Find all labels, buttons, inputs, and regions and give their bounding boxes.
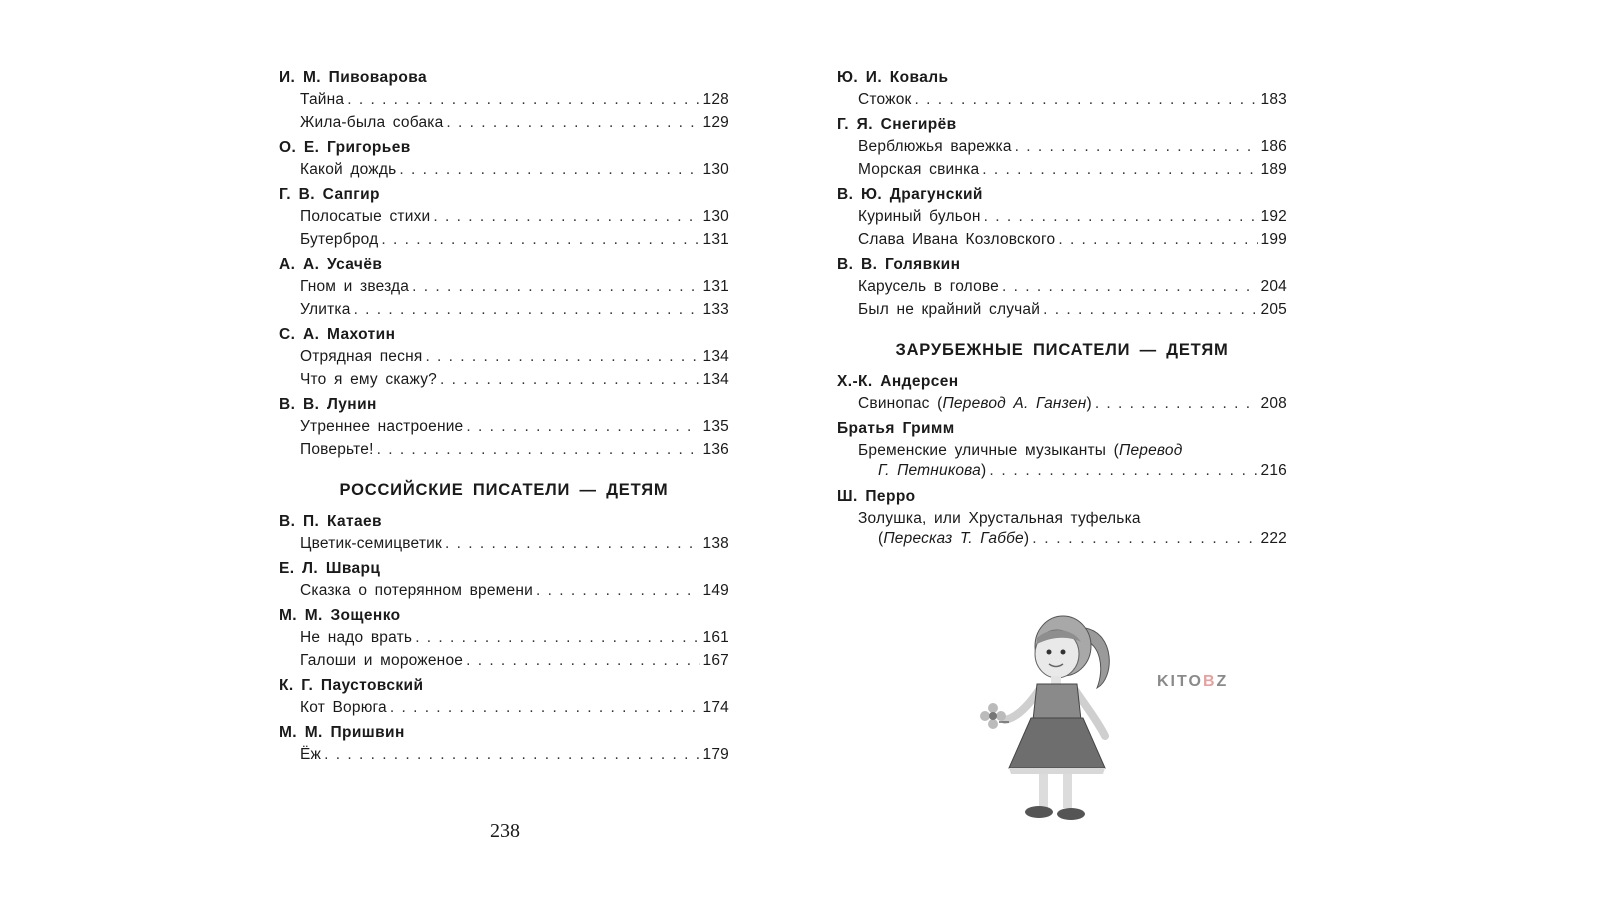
entry-title: Полосатые стихи [300,208,431,225]
entry-title: Куриный бульон [858,208,981,225]
author-name: В. Ю. Драгунский [837,186,983,203]
girl-illustration [965,608,1130,830]
dot-leader [915,88,1258,111]
dot-leader [466,649,699,672]
dot-leader [446,111,699,134]
toc-entry[interactable] [279,532,729,555]
entry-page: 161 [702,629,729,646]
dot-leader [982,158,1257,181]
dot-leader [381,228,699,251]
toc-entry[interactable] [837,158,1287,181]
toc-entry[interactable] [837,441,1287,481]
entry-title: Стожок [858,91,912,108]
entry-title: Ёж [300,746,322,763]
entry-page: 135 [702,418,729,435]
entry-title-line1: Бременские уличные музыканты (Перевод [858,442,1183,459]
dot-leader [1015,135,1258,158]
toc-entry[interactable] [837,205,1287,228]
entry-title: Отрядная песня [300,348,423,365]
entry-title: Слава Ивана Козловского [858,231,1056,248]
entry-page: 138 [702,535,729,552]
toc-left-column [279,64,729,766]
author-name: Е. Л. Шварц [279,560,381,577]
entry-page: 131 [702,231,729,248]
entry-page: 216 [1260,462,1287,479]
dot-leader [354,298,700,321]
page-number: 238 [490,820,520,842]
toc-entry[interactable] [279,111,729,134]
toc-entry[interactable] [837,392,1287,415]
entry-title: Что я ему скажу? [300,371,437,388]
entry-title: Жила-была собака [300,114,444,131]
author-name: Г. В. Сапгир [279,186,380,203]
toc-entry[interactable] [279,743,729,766]
entry-title: Улитка [300,301,351,318]
entry-title: Цветик-семицветик [300,535,442,552]
author-name: М. М. Зощенко [279,607,401,624]
entry-title: Поверьте! [300,441,374,458]
entry-title: Карусель в голове [858,278,1000,295]
entry-page: 134 [702,371,729,388]
entry-title: Гном и звезда [300,278,410,295]
entry-page: 131 [702,278,729,295]
dot-leader [377,438,700,461]
toc-entry[interactable] [279,579,729,602]
entry-title: Морская свинка [858,161,980,178]
toc-entry[interactable] [837,135,1287,158]
entry-page: 130 [702,161,729,178]
author-name: В. В. Лунин [279,396,377,413]
entry-title: Какой дождь [300,161,397,178]
dot-leader [1002,275,1258,298]
watermark-logo: KITOBZ [1157,673,1229,690]
entry-title: Галоши и мороженое [300,652,464,669]
author-name: Г. Я. Снегирёв [837,116,957,133]
section-heading-foreign: ЗАРУБЕЖНЫЕ ПИСАТЕЛИ — ДЕТЯМ [895,341,1229,359]
dot-leader [399,158,699,181]
toc-entry[interactable] [279,205,729,228]
author-name: В. В. Голявкин [837,256,961,273]
author-name: К. Г. Паустовский [279,677,424,694]
entry-title: Верблюжья варежка [858,138,1012,155]
dot-leader [466,415,699,438]
entry-page: 129 [702,114,729,131]
dot-leader [984,205,1258,228]
entry-title-line2: (Пересказ Т. Габбе) . . . 222 [858,529,1287,549]
entry-page: 149 [702,582,729,599]
toc-entry[interactable] [279,438,729,461]
author-name: А. А. Усачёв [279,256,383,273]
toc-right-column [837,64,1287,553]
entry-page: 204 [1260,278,1287,295]
dot-leader [536,579,700,602]
entry-title: Тайна [300,91,345,108]
entry-page: 134 [702,348,729,365]
toc-entry[interactable] [279,88,729,111]
dot-leader [1043,298,1257,321]
toc-entry[interactable] [837,509,1287,549]
author-name: Ю. И. Коваль [837,69,949,86]
dot-leader [440,368,700,391]
entry-page: 183 [1260,91,1287,108]
author-name: В. П. Катаев [279,513,382,530]
dot-leader [445,532,700,555]
dot-leader [1095,392,1258,415]
entry-page: 199 [1260,231,1287,248]
author-name: И. М. Пивоварова [279,69,427,86]
dot-leader [989,461,1257,481]
entry-page: 130 [702,208,729,225]
author-name: Братья Гримм [837,420,955,437]
author-name: Ш. Перро [837,488,916,505]
toc-entry[interactable] [837,88,1287,111]
dot-leader [347,88,699,111]
toc-entry[interactable] [279,345,729,368]
entry-title-line1: Золушка, или Хрустальная туфелька [858,510,1141,527]
entry-page: 222 [1260,530,1287,547]
entry-title: Утреннее настроение [300,418,464,435]
entry-title-line2: Г. Петникова) . . . 216 [858,461,1287,481]
toc-entry[interactable] [837,275,1287,298]
entry-title: Свинопас (Перевод А. Ганзен) [858,395,1092,412]
toc-entry[interactable] [279,415,729,438]
section-heading-russian: РОССИЙСКИЕ ПИСАТЕЛИ — ДЕТЯМ [339,481,669,499]
toc-entry[interactable] [837,298,1287,321]
author-name: С. А. Махотин [279,326,396,343]
entry-page: 179 [702,746,729,763]
dot-leader [1032,529,1257,549]
toc-entry[interactable] [279,298,729,321]
entry-title: Сказка о потерянном времени [300,582,533,599]
toc-entry[interactable] [279,368,729,391]
entry-title: Был не крайний случай [858,301,1041,318]
entry-page: 136 [702,441,729,458]
entry-page: 189 [1260,161,1287,178]
dot-leader [433,205,699,228]
toc-entry[interactable] [279,696,729,719]
entry-page: 133 [702,301,729,318]
toc-entry[interactable] [279,275,729,298]
entry-page: 174 [702,699,729,716]
toc-entry[interactable] [279,158,729,181]
dot-leader [415,626,699,649]
entry-page: 186 [1260,138,1287,155]
entry-page: 208 [1260,395,1287,412]
dot-leader [1058,228,1257,251]
right-author-groups [837,66,1287,321]
entry-page: 192 [1260,208,1287,225]
entry-page: 205 [1260,301,1287,318]
toc-entry[interactable] [279,649,729,672]
toc-entry[interactable] [279,228,729,251]
dot-leader [390,696,700,719]
author-name: М. М. Пришвин [279,724,405,741]
author-name: Х.-К. Андерсен [837,373,959,390]
toc-entry[interactable] [837,228,1287,251]
entry-title: Кот Ворюга [300,699,387,716]
toc-entry[interactable] [279,626,729,649]
dot-leader [412,275,699,298]
entry-title: Не надо врать [300,629,413,646]
dot-leader [324,743,699,766]
dot-leader [425,345,699,368]
entry-page: 167 [702,652,729,669]
entry-page: 128 [702,91,729,108]
entry-title: Бутерброд [300,231,379,248]
author-name: О. Е. Григорьев [279,139,411,156]
